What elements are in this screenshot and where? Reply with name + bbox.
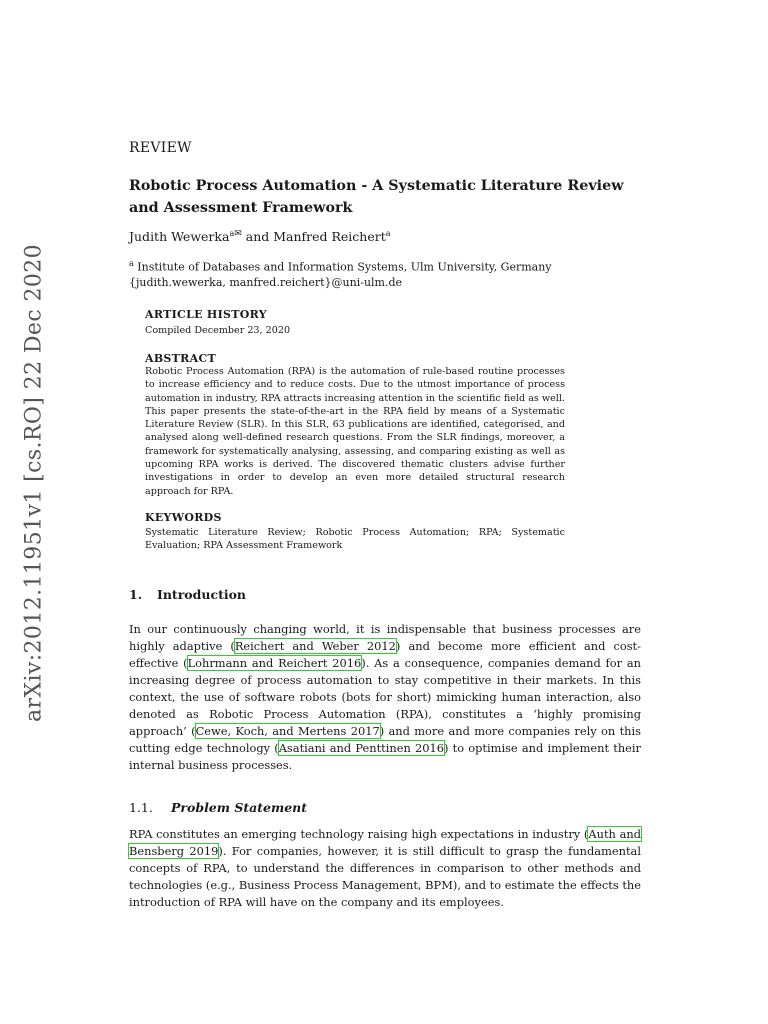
citation-link[interactable]: Auth and Bensberg 2019 (129, 827, 642, 858)
author-emails[interactable]: {judith.wewerka, manfred.reichert}@uni-ulm.de (129, 275, 403, 289)
affiliation (129, 256, 641, 290)
section-title: Introduction (157, 587, 247, 602)
paragraph-text: RPA constitutes an emerging technology raising high expectations in industry ( (129, 827, 589, 841)
article-history-heading: ARTICLE HISTORY (145, 308, 267, 321)
article-type-label: REVIEW (129, 140, 192, 156)
abstract (145, 352, 565, 498)
section-heading-introduction (129, 587, 641, 602)
author-affiliation-mark: a (385, 229, 391, 238)
article-history (145, 308, 565, 337)
affiliation-text: Institute of Databases and Information Systems, Ulm University, Germany (133, 260, 552, 274)
envelope-icon[interactable]: ✉ (234, 229, 242, 239)
keywords-heading: KEYWORDS (145, 511, 222, 524)
keywords-text: Systematic Literature Review; Robotic Process Automation; RPA; Systematic Evaluation; RPA Assessment Framework (145, 527, 565, 552)
abstract-heading: ABSTRACT (145, 352, 216, 365)
citation-link[interactable]: Lohrmann and Reichert 2016 (187, 656, 362, 670)
subsection-number: 1.1. (129, 800, 153, 815)
author-name: Manfred Reichert (273, 229, 386, 245)
paper-title: Robotic Process Automation - A Systematic Literature Review and Assessment Framework (129, 178, 624, 216)
author-affiliation-mark: a (229, 229, 235, 238)
citation-link[interactable]: Asatiani and Penttinen 2016 (278, 741, 444, 755)
introduction-paragraph (129, 621, 641, 774)
affiliation-line (129, 256, 641, 275)
compiled-date: Compiled December 23, 2020 (145, 325, 291, 336)
paragraph-text: In our continuously changing world, it is indispensable that business processes are highly adaptive ( (129, 622, 641, 653)
author-name: Judith Wewerka (129, 229, 230, 245)
affiliation-mark: a (129, 259, 134, 268)
section-number: 1. (129, 587, 143, 602)
paragraph-text: ) and become more efficient and cost-effective ( (129, 639, 641, 670)
paragraph-text: ) to optimise and implement their internal business processes. (129, 741, 642, 772)
problem-statement-paragraph (129, 826, 641, 911)
paragraph-text: ). As a consequence, companies demand for an increasing degree of process automation to stay competitive in their markets. In this context, the use of software robots (bots for short) mimicking human interaction, also denoted as Robotic Process Automation (RPA), constitutes a ‘highly promising approach’ ( (129, 656, 641, 738)
subsection-heading-problem-statement (129, 800, 641, 815)
citation-link[interactable]: Cewe, Koch, and Mertens 2017 (195, 724, 380, 738)
paragraph-text: ) and more and more companies rely on this cutting edge technology ( (129, 724, 641, 755)
author-connector: and (241, 229, 274, 245)
arxiv-identifier: arXiv:2012.11951v1 [cs.RO] 22 Dec 2020 (21, 243, 47, 723)
paragraph-text: ). For companies, however, it is still difficult to grasp the fundamental concepts of RPA, to understand the differences in comparison to other methods and technologies (e.g., Business Process Management, BPM), and to estimate the effects the introduction of RPA will have on the company and its employees. (129, 844, 641, 909)
abstract-text: Robotic Process Automation (RPA) is the automation of rule-based routine processes to increase efficiency and to reduce costs. Due to the utmost importance of process automation in industry, RPA attracts increasing attention in the scientific field as well. This paper presents the state-of-the-art in the RPA field by means of a Systematic Literature Review (SLR). In this SLR, 63 publications are identified, categorised, and analysed along well-defined research questions. From the SLR findings, moreover, a framework for systematically analysing, assessing, and comparing existing as well as upcoming RPA works is derived. The discovered thematic clusters advise further investigations in order to develop an even more detailed structural research approach for RPA. (145, 366, 565, 497)
author-line (129, 229, 641, 244)
citation-link[interactable]: Reichert and Weber 2012 (234, 639, 396, 653)
arxiv-sidebar (10, 243, 58, 723)
subsection-title: Problem Statement (171, 800, 308, 815)
keywords (145, 511, 565, 553)
